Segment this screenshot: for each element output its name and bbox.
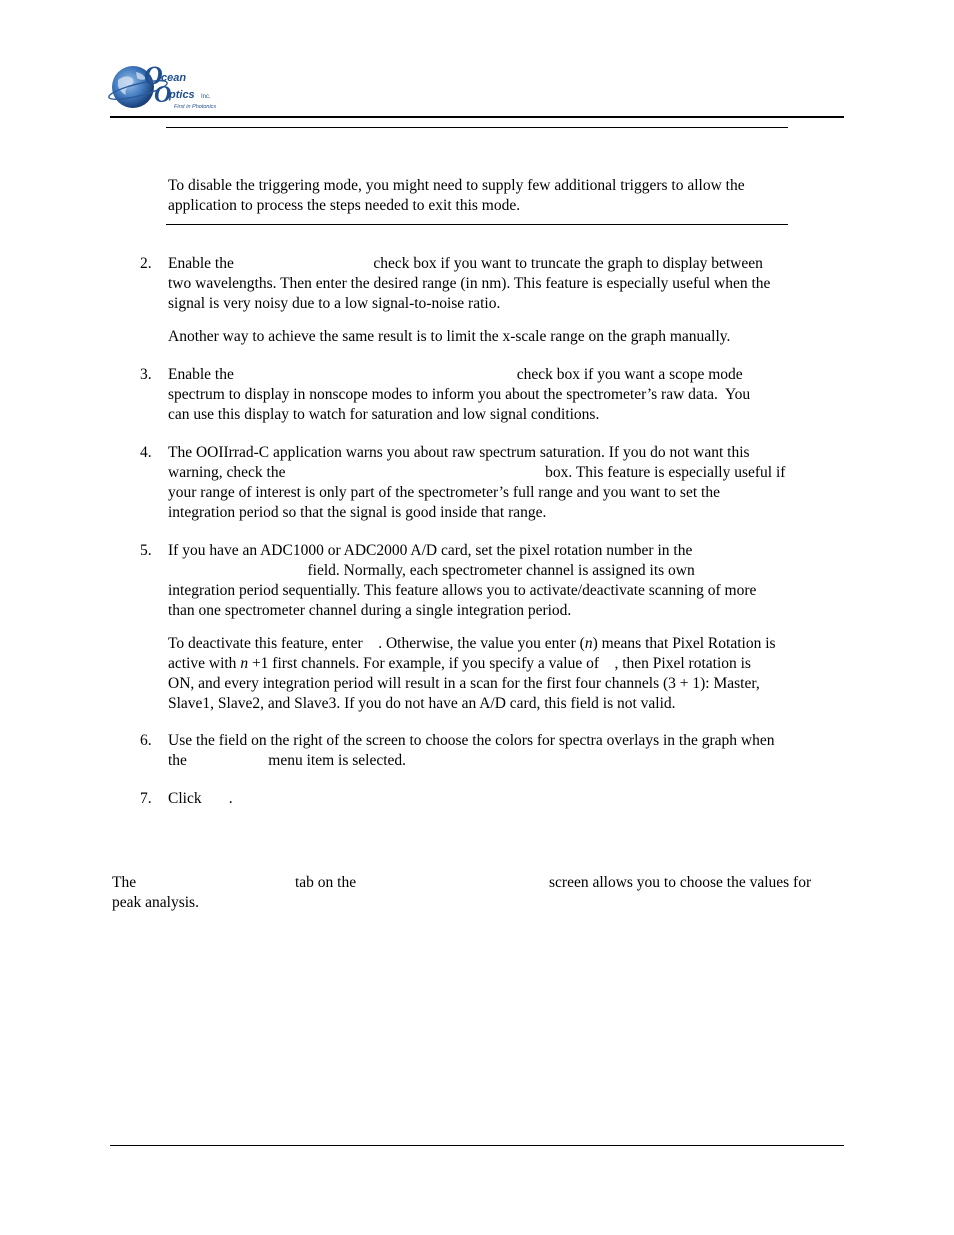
step-line: The OOIIrrad-C application warns you about raw spectrum saturation. If you do not want this	[168, 444, 750, 461]
step-line: your range of interest is only part of the spectrometer’s full range and you want to set the	[168, 484, 720, 501]
step-line: active with n +1 first channels. For example, if you specify a value of , then Pixel rotation is	[168, 655, 751, 672]
step-number: 5.	[140, 542, 152, 559]
header-rule	[110, 116, 844, 118]
note-text: To disable the triggering mode, you might need to supply few additional triggers to allow the application to process the steps needed to exit this mode.	[168, 177, 745, 214]
step-line: ON, and every integration period will result in a scan for the first four channels (3 + 1): Master,	[168, 675, 760, 692]
svg-text:First in Photonics: First in Photonics	[174, 104, 217, 110]
step-line: integration period sequentially. This feature allows you to activate/deactivate scanning of more	[168, 582, 757, 599]
svg-text:O: O	[154, 82, 172, 108]
step-number: 3.	[140, 366, 152, 383]
step-line: To deactivate this feature, enter . Otherwise, the value you enter (n) means that Pixel Rotation is	[168, 635, 776, 652]
step-line: warning, check the box. This feature is especially useful if	[168, 464, 786, 481]
step-line: signal is very noisy due to a low signal-to-noise ratio.	[168, 295, 501, 312]
step-line: Use the field on the right of the screen to choose the colors for spectra overlays in the graph when	[168, 732, 775, 749]
step-line: If you have an ADC1000 or ADC2000 A/D card, set the pixel rotation number in the	[168, 542, 693, 559]
step-number: 2.	[140, 255, 152, 272]
ocean-optics-logo	[108, 62, 233, 114]
globe-logo-icon	[108, 62, 233, 114]
svg-text:O: O	[144, 62, 163, 90]
step-line: field. Normally, each spectrometer channel is assigned its own	[168, 562, 695, 579]
svg-text:ptics: ptics	[169, 89, 195, 101]
svg-text:Inc.: Inc.	[201, 94, 211, 100]
step-number: 4.	[140, 444, 152, 461]
closing-screen-text: screen allows you to choose the values for	[549, 874, 812, 891]
step-line: than one spectrometer channel during a single integration period.	[168, 602, 572, 619]
step-line: the menu item is selected.	[168, 752, 407, 769]
step-line: Enable the check box if you want a scope mode	[168, 366, 743, 383]
footer-rule	[110, 1145, 844, 1146]
svg-text:cean: cean	[161, 72, 187, 84]
step-line: Another way to achieve the same result is to limit the x-scale range on the graph manually.	[168, 328, 731, 345]
closing-line-2: peak analysis.	[112, 894, 199, 911]
step-number: 6.	[140, 732, 152, 749]
step-line: Click .	[168, 790, 233, 807]
step-line: integration period so that the signal is good inside that range.	[168, 504, 547, 521]
step-line: spectrum to display in nonscope modes to inform you about the spectrometer’s raw data. You	[168, 386, 751, 403]
step-number: 7.	[140, 790, 152, 807]
step-line: Slave1, Slave2, and Slave3. If you do not have an A/D card, this field is not valid.	[168, 695, 676, 712]
closing-tab-on-the: tab on the	[295, 874, 357, 891]
step-line: can use this display to watch for saturation and low signal conditions.	[168, 406, 600, 423]
step-line: two wavelengths. Then enter the desired range (in nm). This feature is especially useful when the	[168, 275, 771, 292]
step-line: Enable the check box if you want to truncate the graph to display between	[168, 255, 763, 272]
note-bottom-rule	[166, 224, 788, 225]
closing-word-the: The	[112, 874, 137, 891]
note-top-rule	[166, 127, 788, 128]
